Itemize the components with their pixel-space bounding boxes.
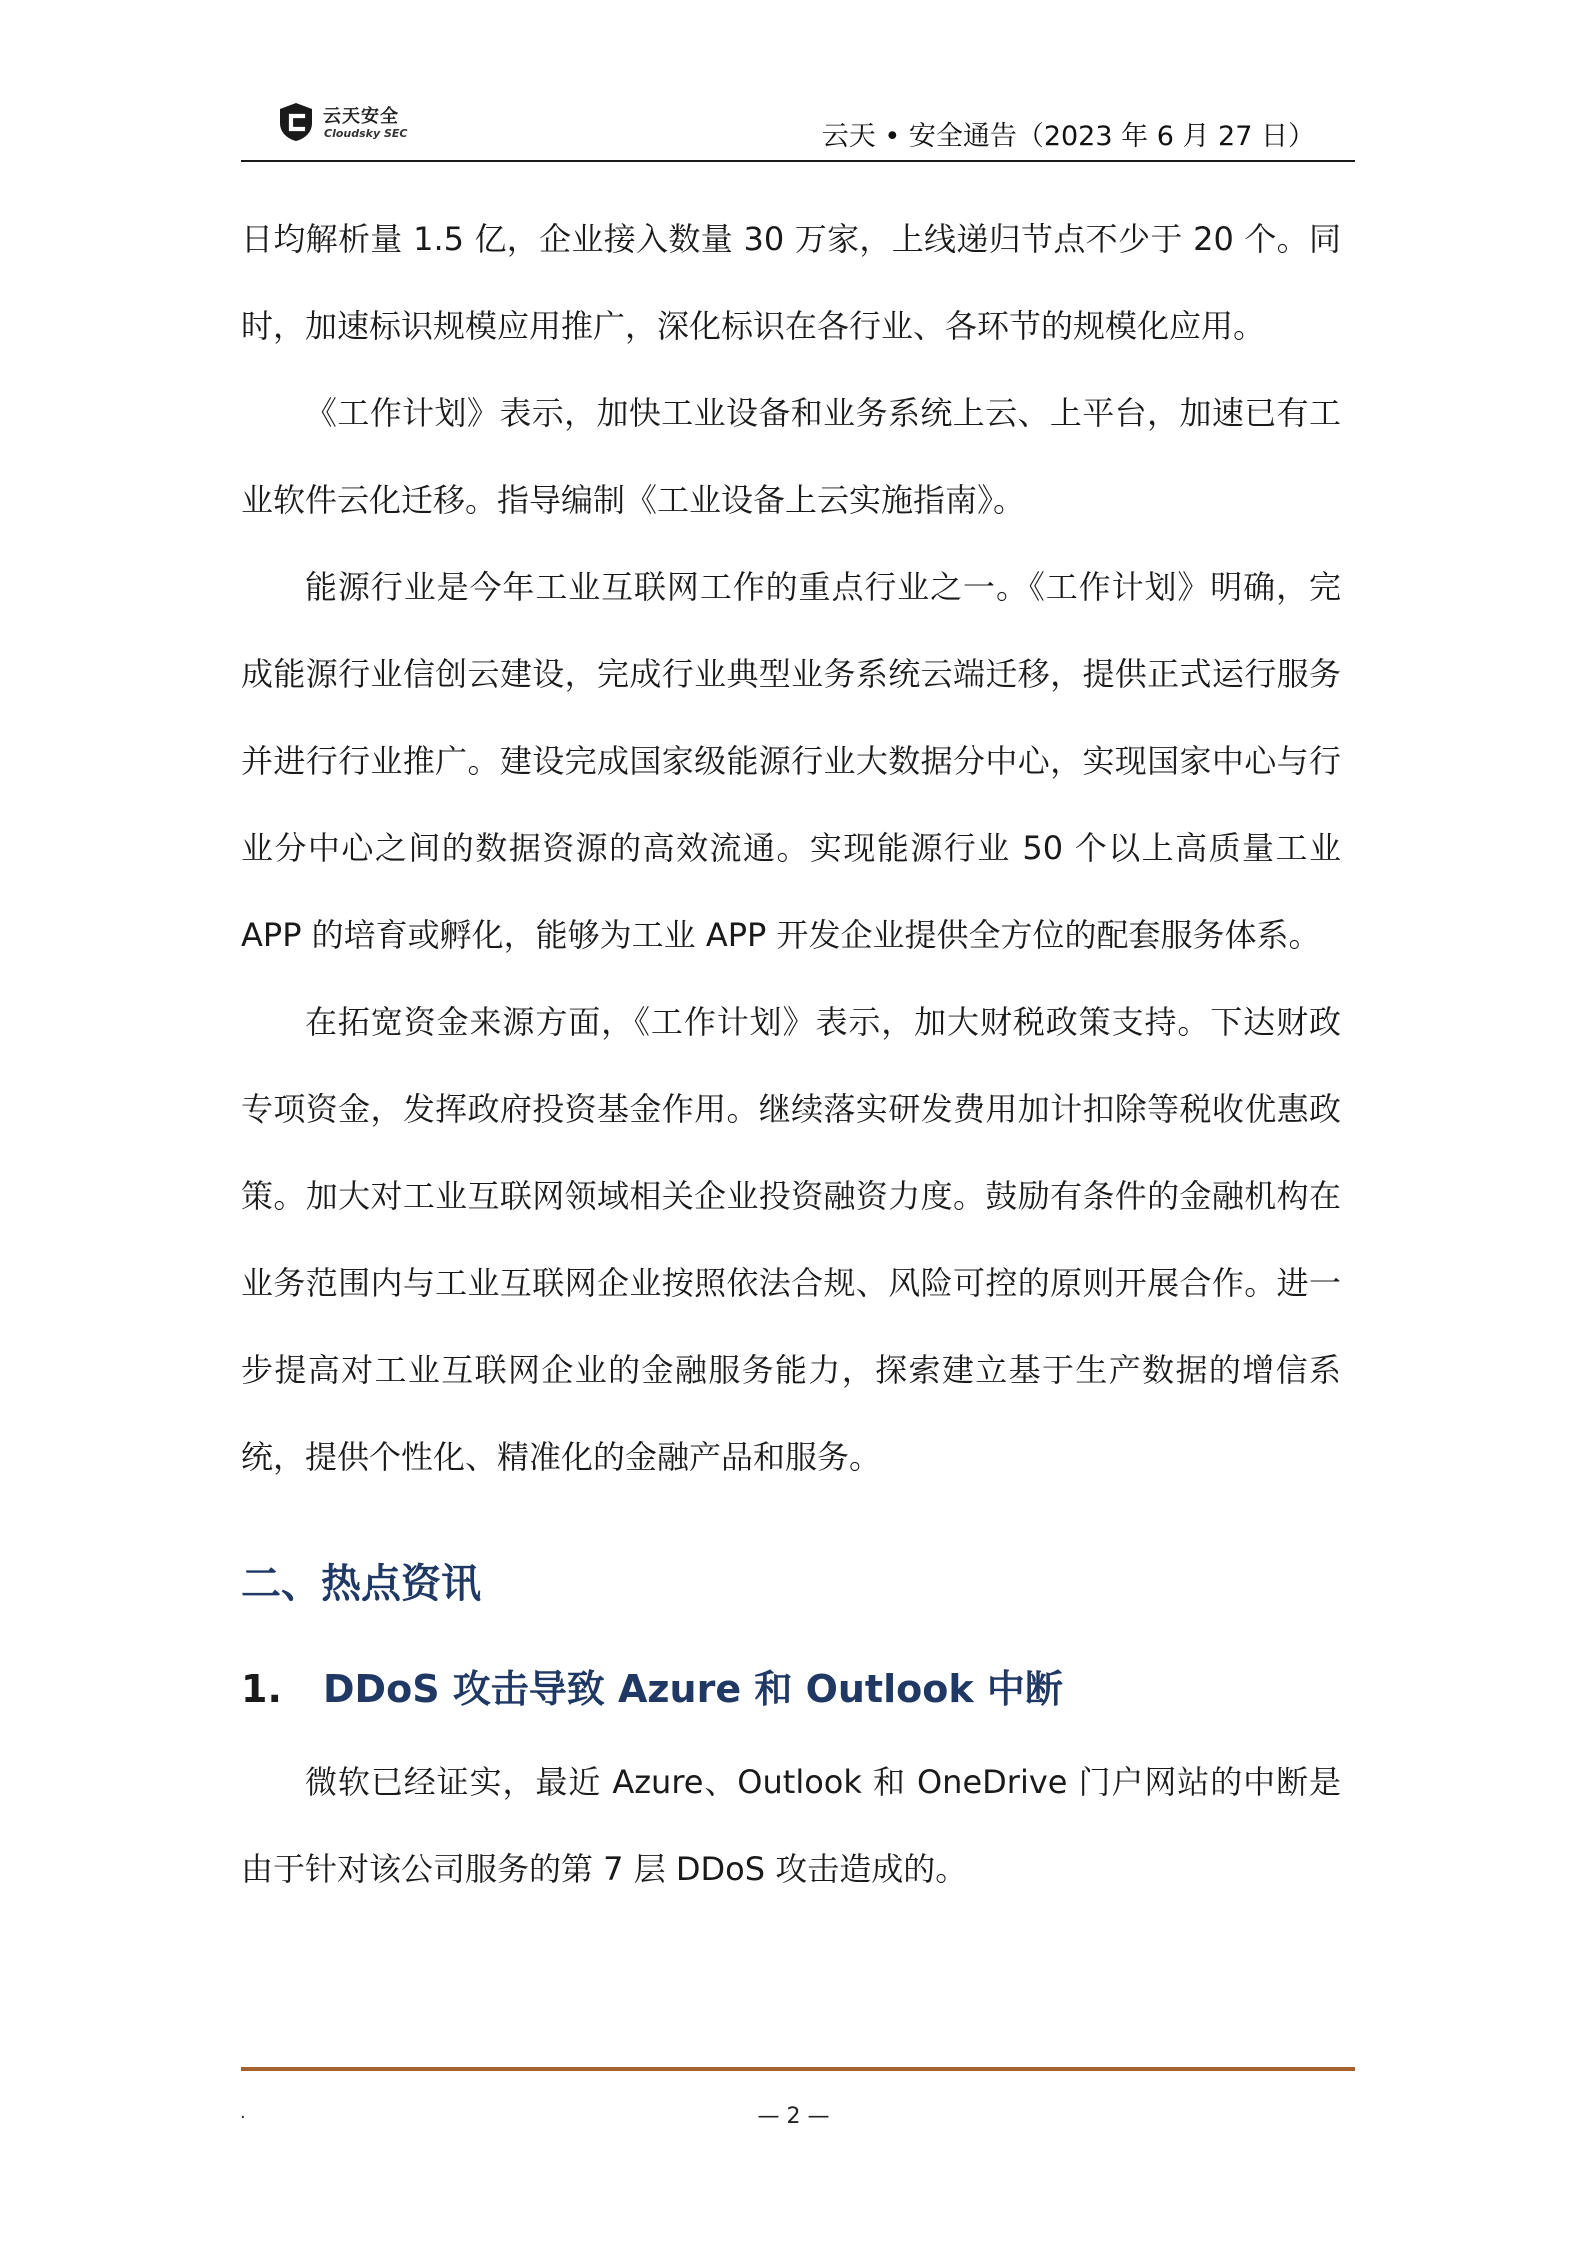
paragraph-funding-sources: 在拓宽资金来源方面，《工作计划》表示，加大财税政策支持。下达财政专项资金，发挥政府投资基金作用。继续落实研发费用加计扣除等税收优惠政策。加大对工业互联网领域相关企业投资融资力度。鼓励有条件的金融机构在业务范围内与工业互联网企业按照依法合规、风险可控的原则开展合作。进一步提高对工业互联网企业的金融服务能力，探索建立基于生产数据的增信系统，提供个性化、精准化的金融产品和服务。 — [241, 1003, 1341, 1476]
footer-divider — [241, 2067, 1355, 2071]
logo-english-name: Cloudsky SEC — [324, 127, 408, 140]
document-body — [241, 196, 1341, 1913]
paragraph-energy-industry: 能源行业是今年工业互联网工作的重点行业之一。《工作计划》明确，完成能源行业信创云建设，完成行业典型业务系统云端迁移，提供正式运行服务并进行行业推广。建设完成国家级能源行业大数据分中心，实现国家中心与行业分中心之间的数据资源的高效流通。实现能源行业 50 个以上高质量工业 APP 的培育或孵化，能够为工业 APP 开发企业提供全方位的配套服务体系。 — [241, 568, 1341, 954]
paragraph-identifier-resolution: 日均解析量 1.5 亿，企业接入数量 30 万家，上线递归节点不少于 20 个。同时，加速标识规模应用推广，深化标识在各行业、各环节的规模化应用。 — [241, 220, 1341, 345]
page-header — [241, 92, 1355, 162]
cloudsky-shield-logo-icon — [277, 102, 315, 142]
subsection-number: 1. — [241, 1667, 282, 1711]
bulletin-title: 云天 • 安全通告（2023 年 6 月 27 日） — [821, 121, 1315, 152]
company-logo — [277, 96, 477, 146]
section-heading-hot-news: 二、热点资讯 — [241, 1561, 481, 1607]
paragraph-ddos-summary: 微软已经证实，最近 Azure、Outlook 和 OneDrive 门户网站的中断是由于针对该公司服务的第 7 层 DDoS 攻击造成的。 — [241, 1763, 1341, 1888]
subsection-heading-ddos — [241, 1639, 1341, 1739]
subsection-title: DDoS 攻击导致 Azure 和 Outlook 中断 — [323, 1667, 1063, 1711]
page-number: — 2 — — [757, 2104, 830, 2129]
logo-chinese-name: 云天安全 — [323, 106, 399, 127]
footer-dot: . — [240, 2102, 246, 2123]
paragraph-cloud-migration: 《工作计划》表示，加快工业设备和业务系统上云、上平台，加速已有工业软件云化迁移。指导编制《工业设备上云实施指南》。 — [241, 394, 1341, 519]
header-divider — [241, 160, 1355, 162]
